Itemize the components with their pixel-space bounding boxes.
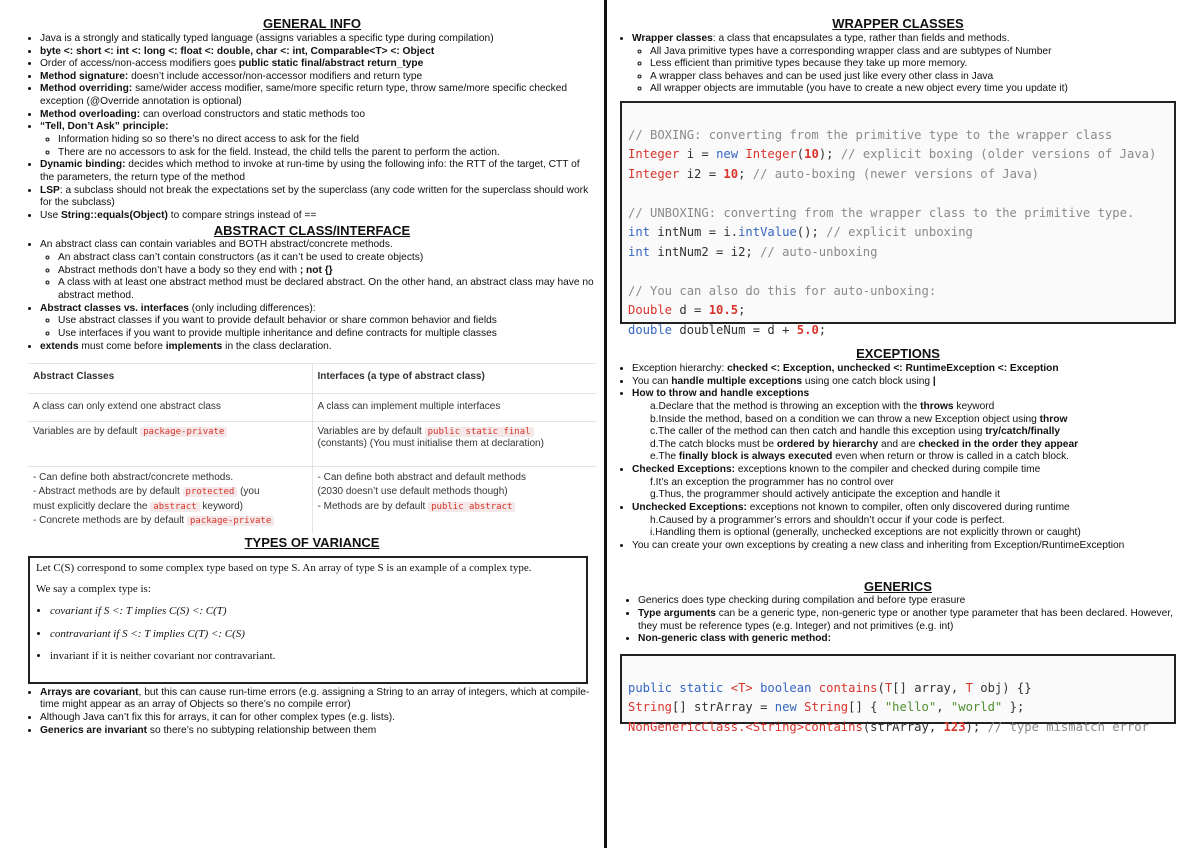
item-label: e. — [650, 451, 659, 463]
code-line — [628, 698, 1168, 718]
item-text: Java is a strongly and statically typed language (assigns variables a specific type during compilation) — [40, 32, 494, 44]
item-text: exceptions not known to compiler, often only discovered during runtime — [746, 502, 1070, 514]
item-text: exceptions known to the compiler and checked during compile time — [735, 464, 1041, 476]
code-pill: public static final — [425, 427, 534, 437]
code-keyword: double — [628, 322, 673, 337]
list-item — [650, 451, 1176, 464]
code-type: <T> — [730, 680, 753, 695]
code-type: T — [965, 680, 973, 695]
item-text: to compare strings instead of == — [167, 209, 317, 221]
code-type: Double — [628, 303, 673, 318]
table-cell — [312, 421, 596, 466]
list-item — [632, 33, 1176, 96]
code-type: NonGenericClass.<String>contains — [628, 719, 863, 734]
item-text: : a class that encapsulates a type, rather than fields and methods. — [712, 32, 1010, 44]
item-label: f. — [650, 476, 656, 488]
item-bold: String::equals(Object) — [60, 209, 168, 221]
list-item: ◦ Use abstract classes if you want to provide default behavior or share common behavior and fields — [58, 315, 596, 328]
item-text: in the class declaration. — [222, 340, 332, 352]
code-text: ; — [818, 322, 827, 337]
code-text: intNum2 = i2; — [650, 244, 761, 259]
item-text: same/wider access modifier, same/more specific return type, throw same/more specific checked exception (@Override annotation is optional) — [40, 83, 568, 108]
code-comment: // explicit boxing (older versions of Java) — [840, 147, 1157, 162]
comparison-table — [28, 363, 596, 533]
item-text: Inside the method, based on a condition we can throw a new Exception object using — [658, 413, 1040, 425]
variance-title: TYPES OF VARIANCE — [244, 534, 380, 550]
item-bold: Checked Exceptions: — [632, 464, 736, 476]
item-bold: Generics are invariant — [40, 724, 148, 736]
table-cell — [312, 466, 596, 533]
item-text: Use — [40, 209, 61, 221]
item-bold: Abstract classes vs. interfaces — [40, 302, 189, 314]
item-bold: implements — [165, 340, 223, 352]
table-row — [28, 393, 596, 421]
code-text: (); — [796, 225, 827, 240]
cell-text: - Can define both abstract/concrete methods. — [33, 471, 234, 483]
list-item — [650, 414, 1176, 427]
exceptions-title: EXCEPTIONS — [856, 346, 940, 362]
code-comment: // explicit unboxing — [826, 225, 973, 240]
code-string: "world" — [950, 700, 1003, 715]
item-bold: Non-generic class with generic method: — [638, 633, 832, 645]
steps-list — [632, 401, 1176, 464]
list-item — [40, 33, 596, 46]
item-text: Thus, the programmer should actively anticipate the exception and handle it — [658, 489, 1000, 501]
code-text: ); — [965, 719, 988, 734]
code-pill: abstract — [150, 502, 199, 512]
item-bold: handle multiple exceptions — [671, 375, 803, 387]
item-text: An abstract class can contain variables and BOTH abstract/concrete methods. — [40, 239, 393, 251]
variance-notes — [28, 687, 596, 738]
list-item — [650, 401, 1176, 414]
item-text: , but this can cause run-time errors (e.g. assigning a String to an array of integers, which at compile-time might appear as an array of Objects so there’s no compile error) — [40, 686, 590, 711]
list-item — [58, 265, 596, 278]
item-bold: “Tell, Don’t Ask” principle: — [40, 121, 169, 133]
list-item: ◦ Less efficient than primitive types because they take up more memory. — [650, 58, 1176, 71]
code-text: intNum = i. — [650, 225, 739, 240]
generics-title: GENERICS — [864, 578, 932, 594]
item-bold: | — [932, 375, 936, 387]
code-line — [628, 165, 1168, 185]
table-header: Abstract Classes — [28, 364, 312, 393]
variance-say: We say a complex type is: — [36, 583, 151, 596]
item-text: using one catch block using — [802, 375, 933, 387]
item-text: and are — [878, 438, 919, 450]
table-cell — [28, 466, 312, 533]
list-item — [40, 109, 596, 122]
column-divider — [604, 0, 607, 848]
item-bold: LSP — [40, 184, 60, 196]
item-label: i. — [650, 527, 656, 539]
item-bold: Arrays are covariant — [40, 686, 139, 698]
cell-text: - Abstract methods are by default — [33, 486, 183, 498]
list-item: • invariant if it is neither covariant nor contravariant. — [50, 650, 580, 664]
code-text: ; — [738, 166, 753, 181]
item-label: h. — [650, 514, 659, 526]
code-line — [628, 718, 1168, 738]
variance-intro: Let C(S) correspond to some complex type based on type S. An array of type S is an example of a complex type. — [36, 561, 532, 574]
code-line — [628, 243, 1168, 263]
code-number: 10 — [804, 147, 819, 162]
code-line — [628, 223, 1168, 243]
variance-list — [36, 605, 580, 664]
code-comment: // UNBOXING: converting from the wrapper class to the primitive type. — [628, 205, 1135, 220]
item-bold: How to throw and handle exceptions — [632, 388, 810, 400]
code-text: i = — [679, 147, 717, 162]
list-item — [650, 477, 1176, 490]
code-keyword: int — [628, 244, 651, 259]
cell-text: - Can define both abstract and default methods — [317, 471, 526, 483]
list-item: ◦ All wrapper objects are immutable (you have to create a new object every time you update it) — [650, 83, 1176, 96]
item-text: Caused by a programmer’s errors and shouldn’t occur if your code is perfect. — [658, 514, 1005, 526]
item-bold: extends — [40, 340, 79, 352]
code-comment: // BOXING: converting from the primitive type to the wrapper class — [628, 127, 1113, 142]
code-comment: // auto-unboxing — [760, 244, 878, 259]
code-text: }; — [1002, 700, 1025, 715]
list-item: • contravariant if S <: T implies C(T) <: C(S) — [50, 628, 580, 642]
generics-list — [620, 595, 1176, 646]
code-line — [628, 126, 1168, 146]
list-item — [650, 527, 1176, 540]
cell-text: (you — [237, 486, 260, 498]
list-item — [632, 363, 1176, 376]
table-header: Interfaces (a type of abstract class) — [312, 364, 596, 393]
item-bold: Method overloading: — [40, 108, 141, 120]
sub-list — [40, 134, 596, 159]
item-label: d. — [650, 438, 659, 450]
code-comment: // auto-boxing (newer versions of Java) — [752, 166, 1039, 181]
code-pill: package-private — [187, 516, 274, 526]
item-text: keyword — [953, 400, 995, 412]
code-call: intValue — [738, 225, 797, 240]
list-item — [632, 388, 1176, 464]
code-text: , — [936, 700, 951, 715]
code-blank-line — [628, 262, 1168, 282]
general-info-list — [28, 33, 596, 223]
sub-list — [632, 477, 1176, 502]
item-text: can overload constructors and static methods too — [140, 108, 365, 120]
item-text: Declare that the method is throwing an exception with the — [658, 400, 921, 412]
code-number: 5.0 — [796, 322, 819, 337]
list-item — [40, 341, 596, 354]
code-type: Integer — [738, 147, 797, 162]
item-text: decides which method to invoke at run-time by using the following info: the RTT of the target, CTT of the parameters, the return type of the method — [40, 159, 580, 183]
code-text: ; — [738, 303, 746, 318]
item-text: It’s an exception the programmer has no control over — [655, 476, 894, 488]
item-bold: finally block is always executed — [678, 451, 833, 463]
list-item: ◦ Use interfaces if you want to provide multiple inheritance and define contracts for multiple classes — [58, 328, 596, 341]
item-text: even when return or throw is called in a catch block. — [832, 451, 1070, 463]
item-label: b. — [650, 413, 659, 425]
item-label: g. — [650, 489, 659, 501]
item-text: (only including differences): — [188, 302, 316, 314]
list-item — [40, 71, 596, 84]
code-pill: public abstract — [428, 502, 515, 512]
item-bold: ; not {} — [299, 264, 333, 276]
right-column — [620, 0, 1176, 848]
item-bold: checked <: Exception, unchecked <: RuntimeException <: Exception — [727, 362, 1059, 374]
code-line — [628, 301, 1168, 321]
code-keyword: public static — [628, 680, 731, 695]
list-item: ◦ All Java primitive types have a corresponding wrapper class and are subtypes of Number — [650, 46, 1176, 59]
code-text: [] { — [848, 700, 885, 715]
list-item — [40, 46, 596, 59]
item-label: a. — [650, 400, 659, 412]
item-bold: try/catch/finally — [985, 426, 1061, 438]
code-type: T — [884, 680, 893, 695]
item-text: must come before — [78, 340, 166, 352]
item-bold: public static final/abstract return_type — [238, 58, 424, 70]
cell-text: - Concrete methods are by default — [33, 515, 187, 527]
wrapper-title: WRAPPER CLASSES — [832, 16, 964, 31]
wrapper-list — [620, 33, 1176, 96]
code-type: Integer — [628, 147, 680, 162]
sub-list — [632, 46, 1176, 97]
code-number: 123 — [943, 719, 966, 734]
abstract-list — [28, 239, 596, 353]
code-text: ( — [796, 147, 805, 162]
code-type: Integer — [628, 166, 680, 181]
item-text: byte <: short <: int <: long <: float <: double, char <: int, Comparable<T> <: Object — [40, 45, 435, 57]
item-bold: Unchecked Exceptions: — [632, 502, 747, 514]
cell-text: Variables are by default — [33, 425, 141, 437]
cell-text: must explicitly declare the — [33, 500, 151, 512]
code-number: 10.5 — [708, 303, 739, 318]
item-label: c. — [650, 426, 658, 438]
code-line — [628, 282, 1168, 302]
code-comment: // type mismatch error — [987, 719, 1149, 734]
list-item: • You can create your own exceptions by creating a new class and inheriting from Exception/RuntimeException — [632, 540, 1176, 553]
list-item — [40, 159, 596, 184]
code-type: String — [628, 700, 673, 715]
list-item: ◦ An abstract class can’t contain constructors (as it can’t be used to create objects) — [58, 252, 596, 265]
code-type: String — [796, 700, 849, 715]
list-item — [632, 464, 1176, 502]
exceptions-list — [620, 363, 1176, 553]
item-bold: Method overriding: — [40, 83, 133, 95]
variance-definition-box — [28, 556, 588, 684]
item-bold: throw — [1039, 413, 1068, 425]
list-item — [650, 426, 1176, 439]
item-text: so there’s no subtyping relationship between them — [147, 724, 377, 736]
sub-list — [40, 315, 596, 340]
cell-text: (2030 doesn’t use default methods though) — [317, 486, 508, 498]
code-function: contains — [818, 680, 878, 695]
code-text: obj) {} — [972, 680, 1032, 695]
code-keyword: boolean — [752, 680, 819, 695]
code-number: 10 — [723, 166, 739, 181]
item-text: The catch blocks must be — [658, 438, 777, 450]
item-bold: Method signature: — [40, 70, 129, 82]
list-item — [650, 439, 1176, 452]
list-item — [650, 515, 1176, 528]
code-pill: protected — [183, 487, 238, 497]
cell-text: Variables are by default — [317, 425, 425, 437]
code-pill: package-private — [140, 427, 227, 437]
cell-text: (constants) (You must initialise them at declaration) — [317, 438, 544, 450]
list-item: • Generics does type checking during compilation and before type erasure — [638, 595, 1176, 608]
item-text: can be a generic type, non-generic type or another type parameter that has been declared. However, they must be reference types (e.g. Integer) and not primitives (e.g. int) — [638, 608, 1173, 632]
item-bold: Wrapper classes — [632, 32, 713, 44]
list-item: ◦ A class with at least one abstract method must be declared abstract. On the other hand, an abstract class may have no abstract method. — [58, 277, 596, 302]
code-line — [628, 679, 1168, 699]
code-line — [628, 145, 1168, 165]
code-text: (strArray, — [862, 719, 944, 734]
item-bold: Dynamic binding: — [40, 159, 126, 171]
list-item — [40, 121, 596, 159]
list-item — [638, 633, 1176, 646]
list-item — [40, 239, 596, 302]
item-text: : a subclass should not break the expectations set by the superclass (any code written for the superclass should work for the subclass) — [40, 184, 589, 209]
code-keyword: int — [628, 225, 651, 240]
item-bold: ordered by hierarchy — [776, 438, 879, 450]
item-text: The — [658, 451, 679, 463]
item-bold: Type arguments — [638, 608, 716, 620]
list-item — [40, 58, 596, 71]
item-text: Handling them is optional (generally, unchecked exceptions are not explicitly thrown or caught) — [655, 527, 1081, 539]
code-line — [628, 321, 1168, 341]
code-text: d = — [672, 303, 709, 318]
table-row — [28, 421, 596, 466]
table-header-row — [28, 364, 596, 393]
item-text: You can — [632, 375, 672, 387]
code-comment: // You can also do this for auto-unboxing: — [628, 283, 937, 298]
item-text: doesn’t include accessor/non-accessor modifiers and return type — [128, 70, 423, 82]
list-item: ◦ A wrapper class behaves and can be used just like every other class in Java — [650, 71, 1176, 84]
code-text: ); — [818, 147, 841, 162]
item-bold: throws — [920, 400, 954, 412]
item-text: Order of access/non-access modifiers goes — [40, 58, 239, 70]
item-text: Exception hierarchy: — [632, 362, 728, 374]
item-text: Abstract methods don’t have a body so they end with — [58, 264, 300, 276]
list-item — [638, 608, 1176, 633]
table-row — [28, 466, 596, 533]
code-string: "hello" — [884, 700, 937, 715]
code-text: [] strArray = — [672, 700, 775, 715]
left-column — [28, 0, 596, 848]
code-keyword: new — [716, 147, 739, 162]
list-item — [632, 502, 1176, 540]
item-text: The caller of the method can then catch and handle this exception using — [657, 426, 986, 438]
list-item — [40, 83, 596, 108]
code-text: i2 = — [679, 166, 724, 181]
list-item — [40, 210, 596, 223]
list-item — [40, 303, 596, 341]
list-item: • covariant if S <: T implies C(S) <: C(T) — [50, 605, 580, 619]
code-text: [] array, — [892, 680, 966, 695]
code-line — [628, 204, 1168, 224]
table-cell: A class can only extend one abstract class — [28, 393, 312, 421]
cell-text: - Methods are by default — [317, 500, 429, 512]
abstract-title: ABSTRACT CLASS/INTERFACE — [213, 222, 411, 238]
sub-list — [632, 515, 1176, 540]
cell-text: keyword) — [199, 500, 243, 512]
generics-code-block — [620, 654, 1176, 734]
code-blank-line — [628, 184, 1168, 204]
table-cell — [28, 421, 312, 466]
list-item — [40, 687, 596, 712]
list-item — [632, 376, 1176, 389]
code-keyword: new — [774, 700, 797, 715]
list-item: ◦ Information hiding so so there’s no direct access to ask for the field — [58, 134, 596, 147]
list-item — [40, 725, 596, 738]
sub-list — [40, 252, 596, 303]
list-item — [40, 185, 596, 210]
list-item: ◦ There are no accessors to ask for the field. Instead, the child tells the parent to perform the action. — [58, 147, 596, 160]
general-info-title: GENERAL INFO — [263, 16, 361, 31]
code-text: ( — [877, 680, 885, 695]
list-item — [650, 489, 1176, 502]
code-text: doubleNum = d + — [672, 322, 797, 337]
item-bold: checked in the order they appear — [918, 438, 1079, 450]
list-item: • Although Java can’t fix this for arrays, it can for other complex types (e.g. lists). — [40, 712, 596, 725]
boxing-code-block — [620, 101, 1176, 337]
table-cell: A class can implement multiple interfaces — [312, 393, 596, 421]
